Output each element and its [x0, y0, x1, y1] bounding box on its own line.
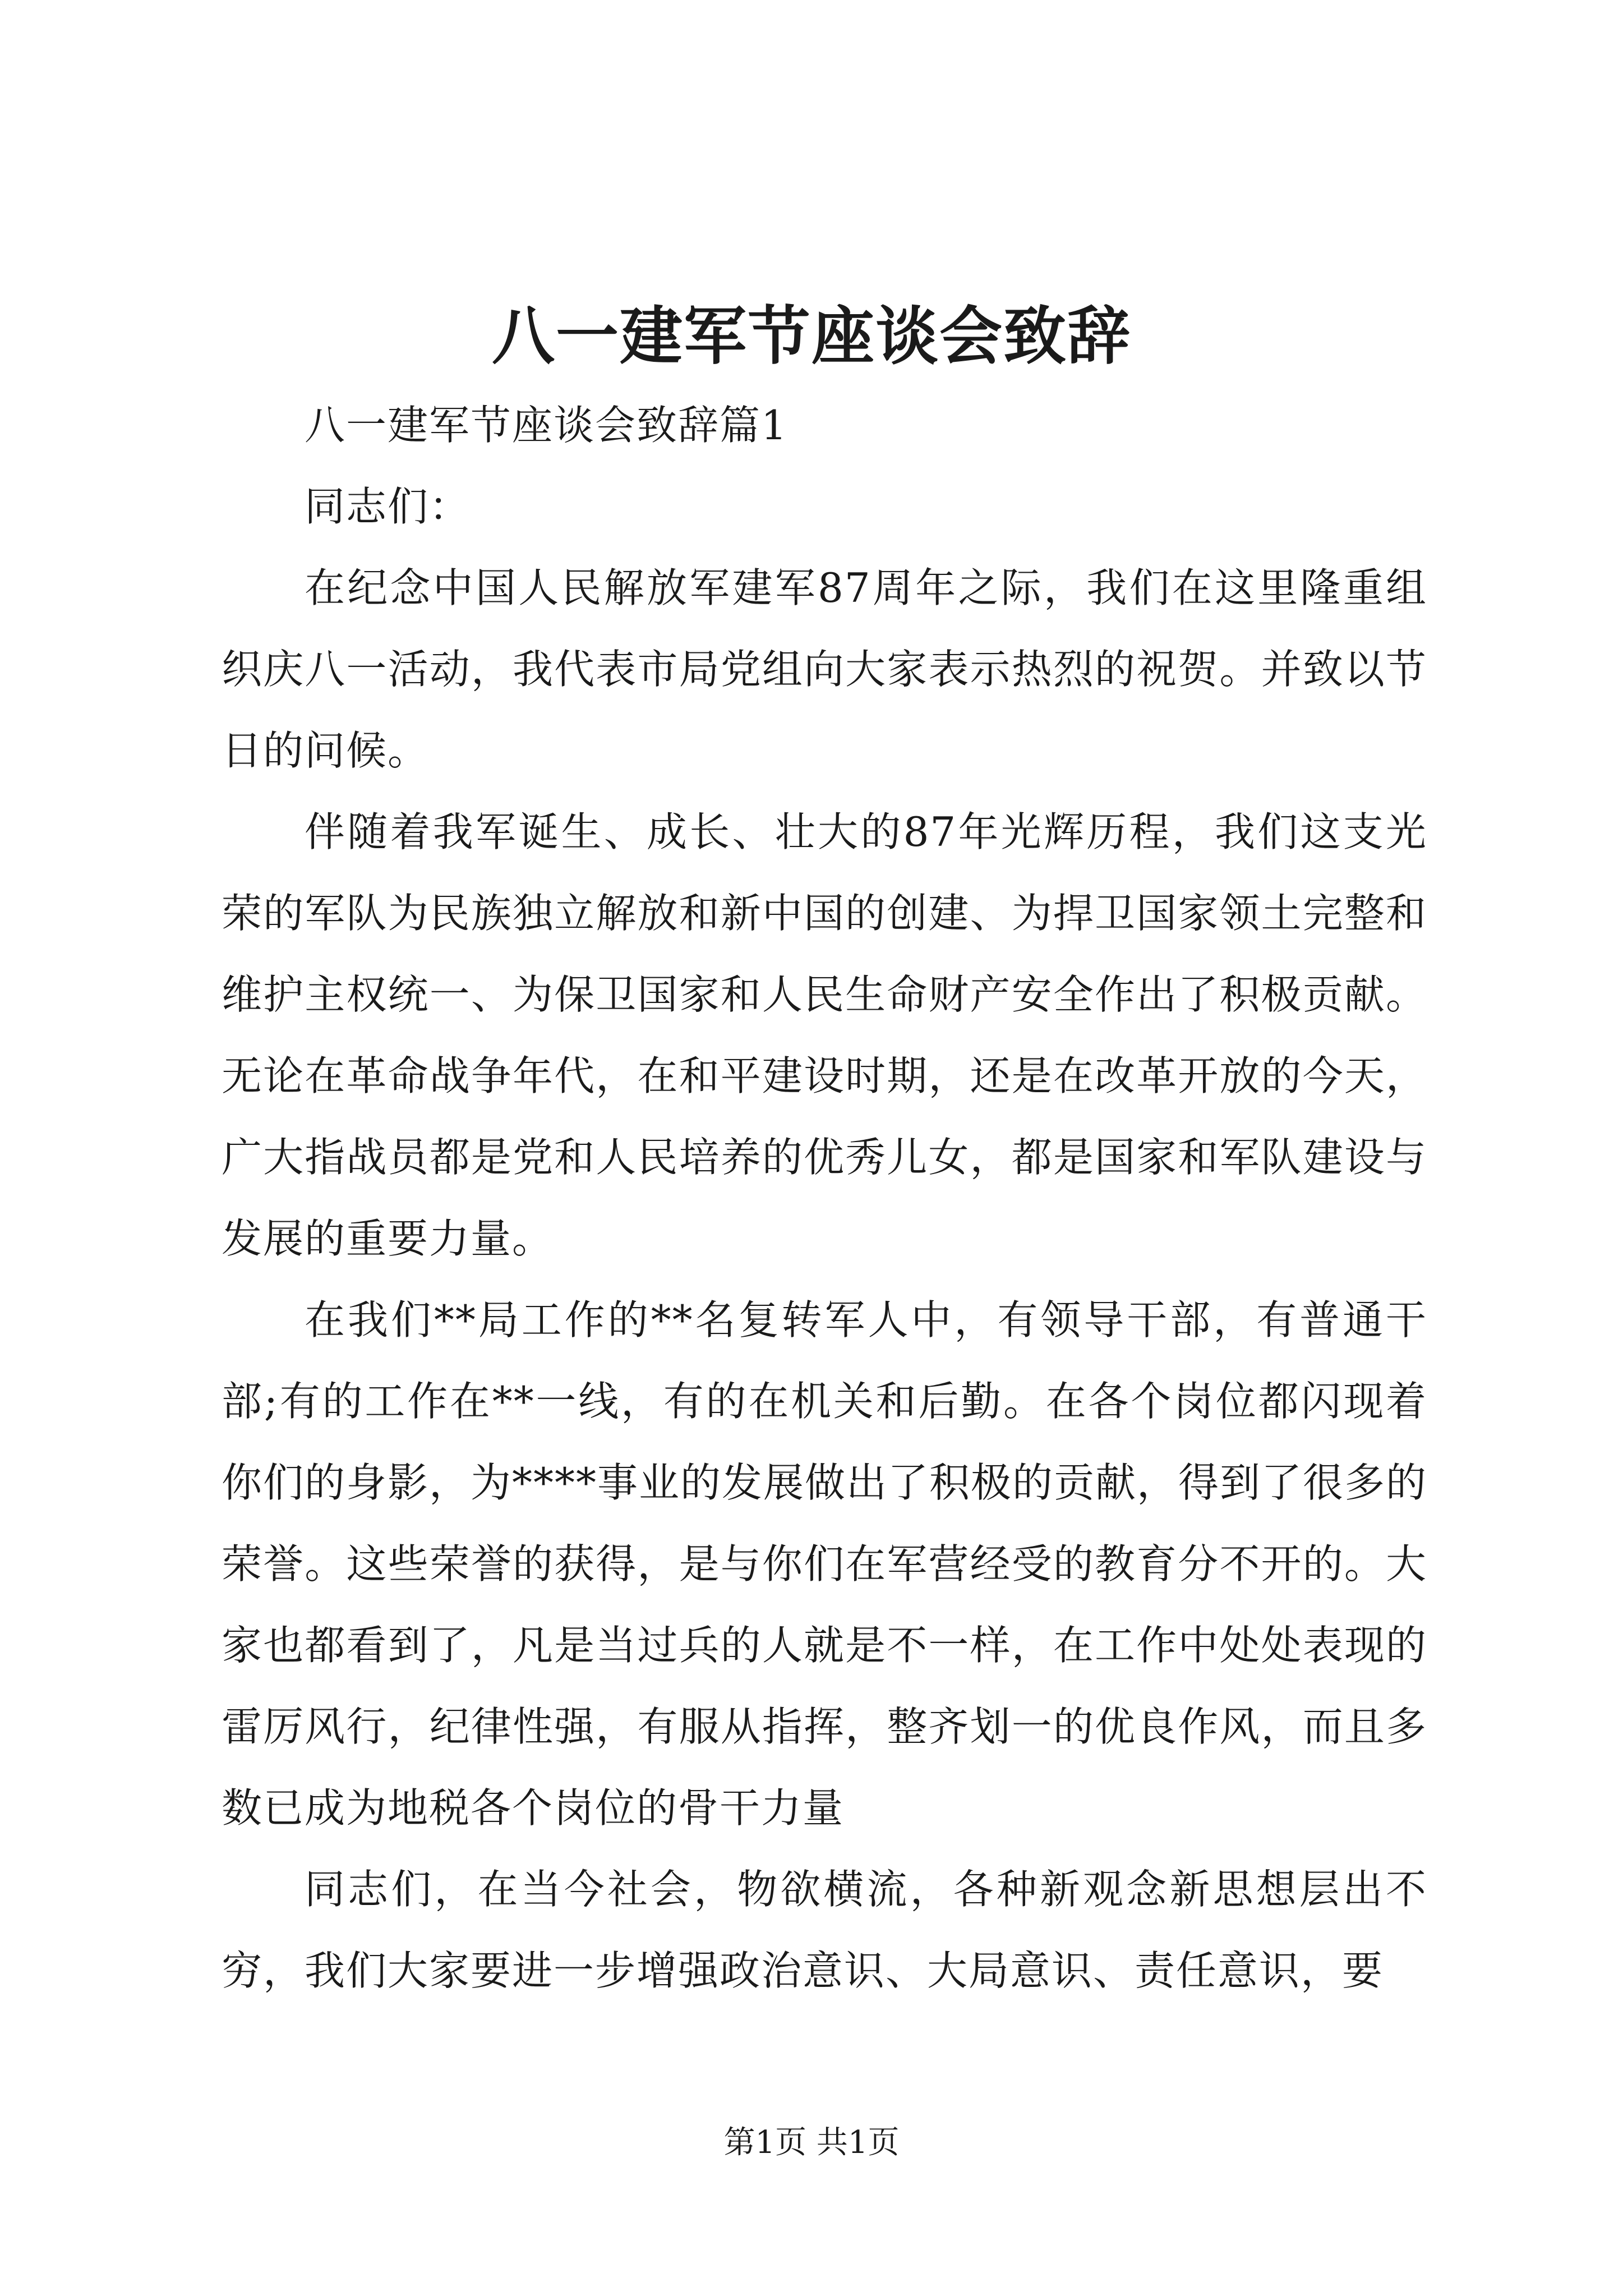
page-footer: 第1页 共1页	[723, 2124, 900, 2161]
paragraph-heading: 八一建军节座谈会致辞篇1	[305, 402, 788, 449]
document-title: 八一建军节座谈会致辞	[492, 300, 1131, 373]
paragraph: 在纪念中国人民解放军建军87周年之际，我们在这里隆重组织庆八一活动，我代表市局党组向大家表示热烈的祝贺。并致以节日的问候。	[222, 564, 1427, 774]
paragraph-salutation: 同志们：	[305, 483, 471, 530]
paragraph: 同志们，在当今社会，物欲横流，各种新观念新思想层出不穷，我们大家要进一步增强政治意识、大局意识、责任意识，要	[222, 1866, 1427, 1994]
paragraph: 在我们**局工作的**名复转军人中，有领导干部，有普通干部;有的工作在**一线，有的在机关和后勤。在各个岗位都闪现着你们的身影，为****事业的发展做出了积极的贡献，得到了很多的荣誉。这些荣誉的获得，是与你们在军营经受的教育分不开的。大家也都看到了，凡是当过兵的人就是不一样，在工作中处处表现的雷厉风行，纪律性强，有服从指挥，整齐划一的优良作风，而且多数已成为地税各个岗位的骨干力量	[222, 1296, 1428, 1832]
paragraph: 伴随着我军诞生、成长、壮大的87年光辉历程，我们这支光荣的军队为民族独立解放和新中国的创建、为捍卫国家领土完整和维护主权统一、为保卫国家和人民生命财产安全作出了积极贡献。无论在革命战争年代，在和平建设时期，还是在改革开放的今天，广大指战员都是党和人民培养的优秀儿女，都是国家和军队建设与发展的重要力量。	[222, 808, 1427, 1262]
document-body	[222, 385, 1427, 2012]
